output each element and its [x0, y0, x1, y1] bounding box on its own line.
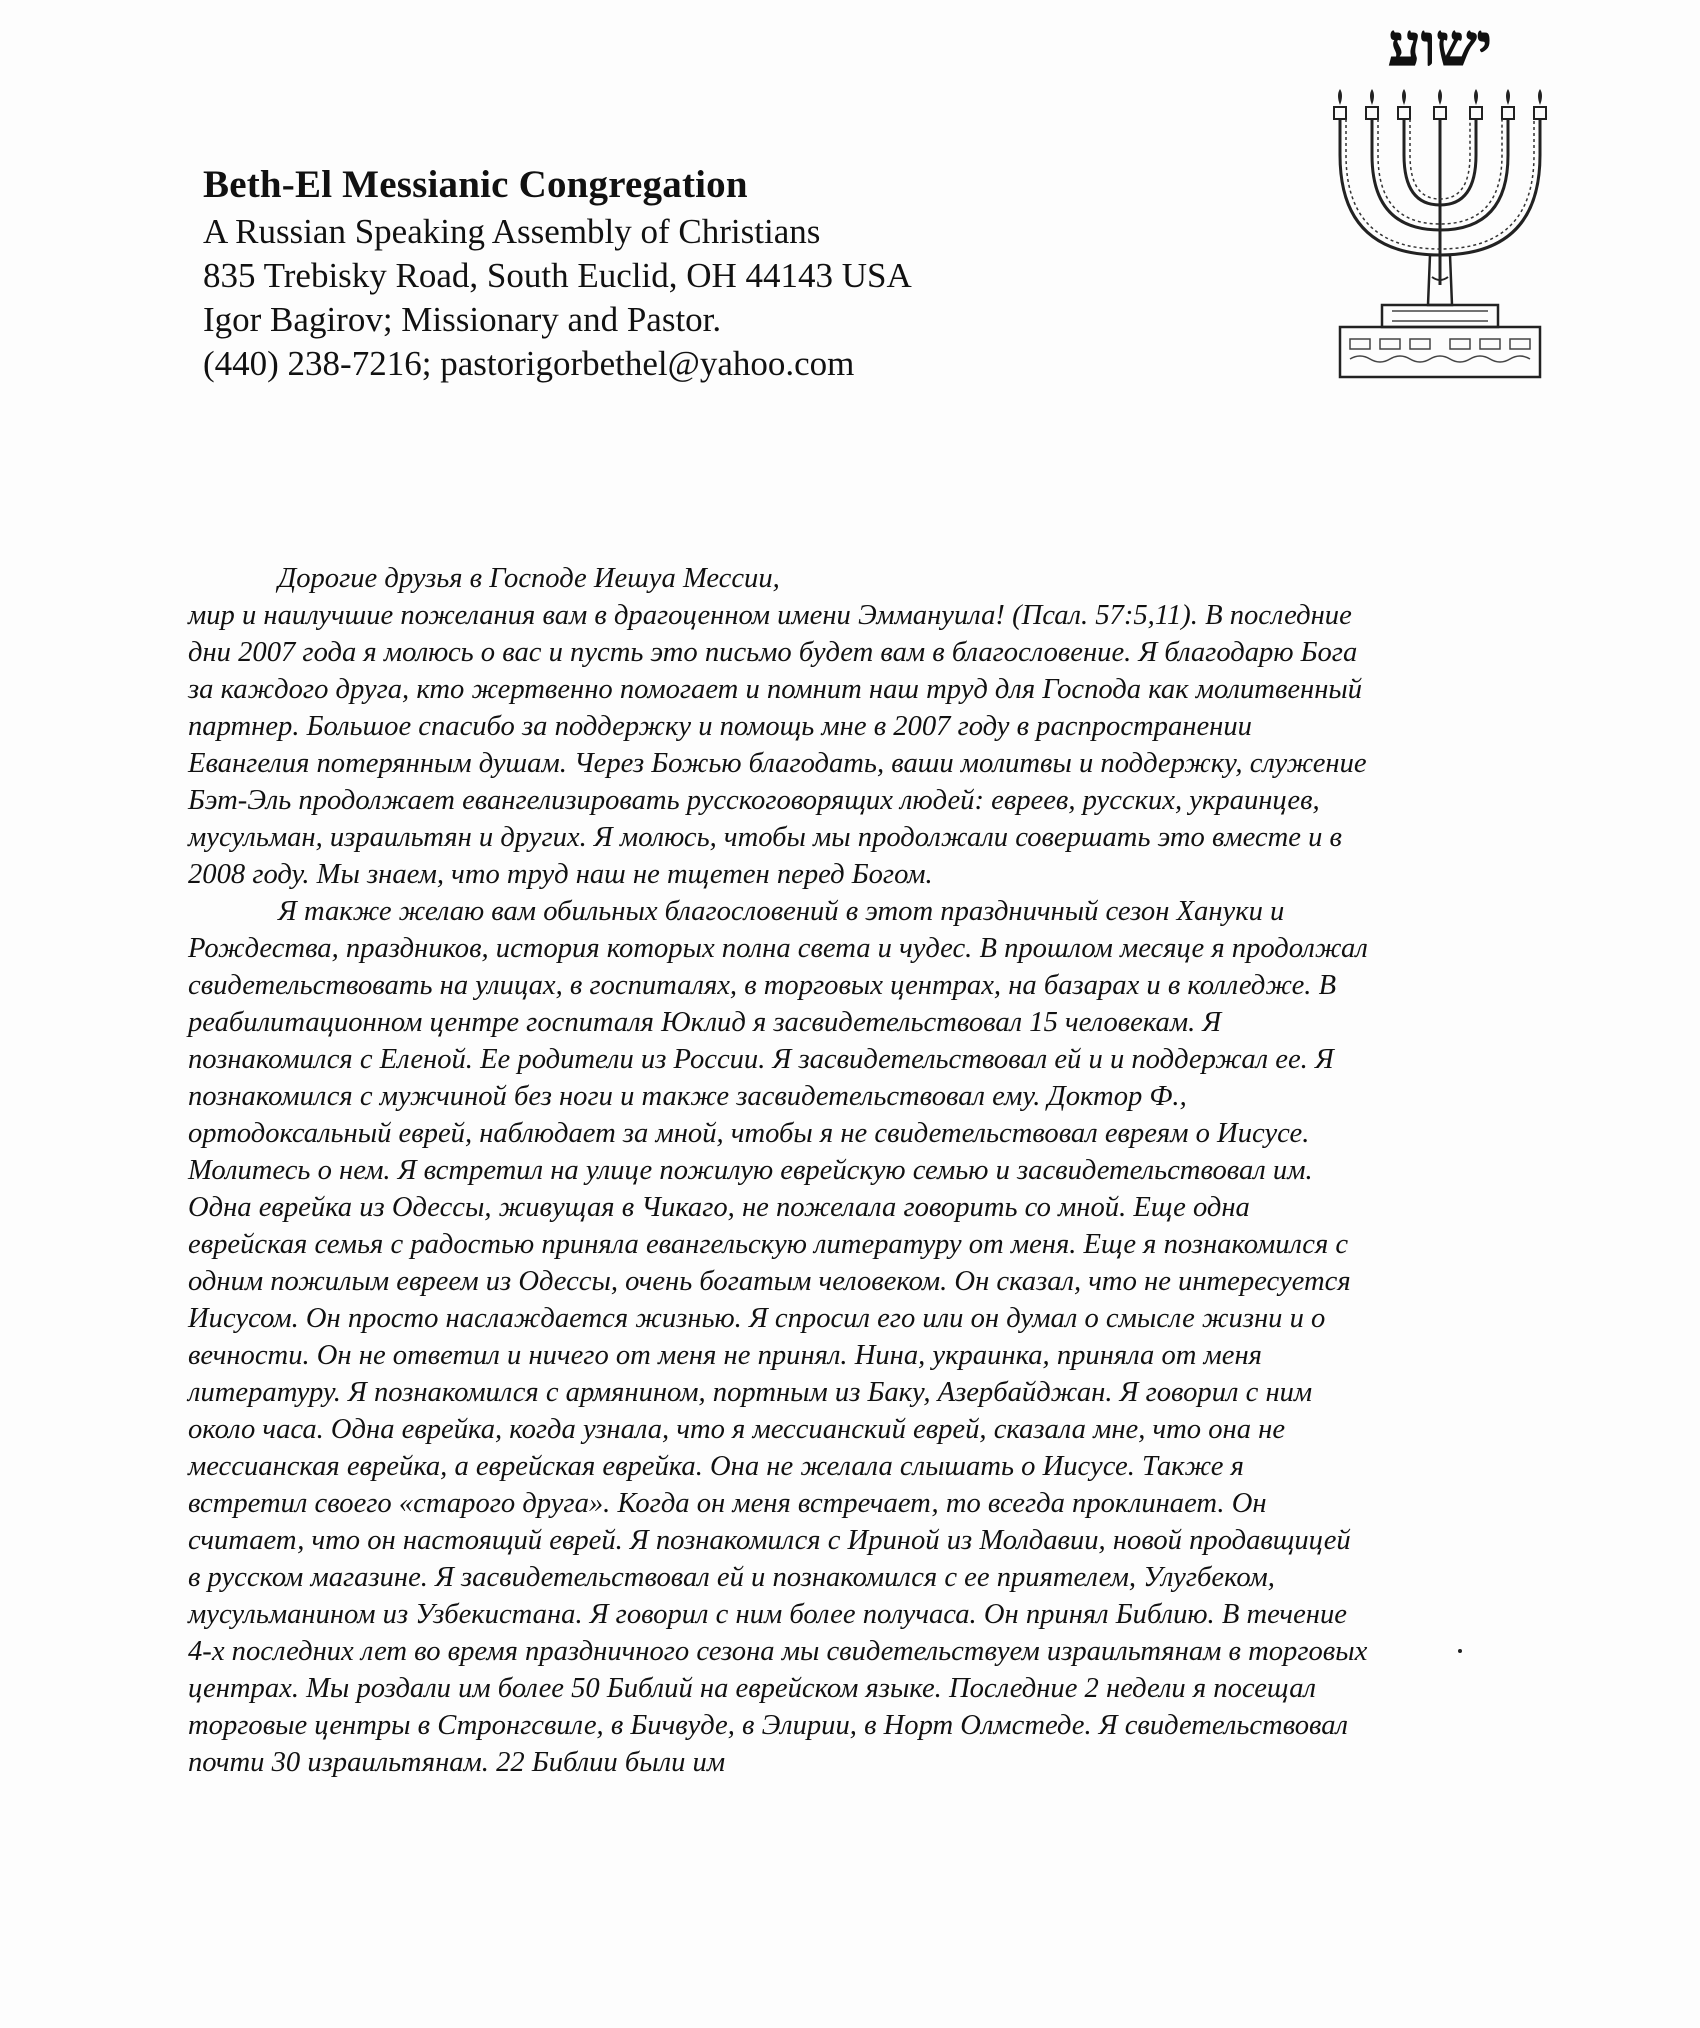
- menorah-icon: [1310, 15, 1570, 385]
- organization-name: Beth-El Messianic Congregation: [203, 163, 748, 206]
- pastor-line: Igor Bagirov; Missionary and Pastor.: [203, 300, 722, 339]
- letter-paragraph-1: мир и наилучшие пожелания вам в драгоценном имени Эммануила! (Псал. 57:5,11). В последние дни 2007 года я молюсь о вас и пусть это письмо будет вам в благословение. Я благодарю Бога за каждого друга, кто жертвенно помогает и помнит наш труд для Господа как молитвенный партнер. Большое спасибо за поддержку и помощь мне в 2007 году в распространении Евангелия потерянным душам. Через Божью благодать, ваши молитвы и поддержку, служение Бэт-Эль продолжает евангелизировать русскоговорящих людей: евреев, русских, украинцев, мусульман, израильтян и других. Я молюсь, чтобы мы продолжали совершать это вместе и в 2008 году. Мы знаем, что труд наш не тщетен перед Богом.: [188, 600, 1367, 890]
- letter-body: [188, 560, 1368, 1781]
- organization-address: 835 Trebisky Road, South Euclid, OH 44143 USA: [203, 256, 912, 295]
- contact-line: (440) 238-7216; pastorigorbethel@yahoo.com: [203, 344, 855, 383]
- organization-subtitle: A Russian Speaking Assembly of Christians: [203, 212, 821, 251]
- letter-greeting: Дорогие друзья в Господе Иешуа Мессии,: [278, 563, 780, 594]
- letter-paragraph-2-text: Я также желаю вам обильных благословений в этот праздничный сезон Хануки и Рождества, праздников, история которых полна света и чудес. В прошлом месяце я продолжал свидетельствовать на улицах, в госпиталях, в торговых центрах, на базарах и в колледже. В реабилитационном центре госпиталя Юклид я засвидетельствовал 15 человекам. Я познакомился с Еленой. Ее родители из России. Я засвидетельствовал ей и и поддержал ее. Я познакомился с мужчиной без ноги и также засвидетельствовал ему. Доктор Ф., ортодоксальный еврей, наблюдает за мной, чтобы я не свидетельствовал евреям о Иисусе. Молитесь о нем. Я встретил на улице пожилую еврейскую семью и засвидетельствовал им. Одна еврейка из Одессы, живущая в Чикаго, не пожелала говорить со мной. Еще одна еврейская семья с радостью приняла евангельскую литературу от меня. Еще я познакомился с одним пожилым евреем из Одессы, очень богатым человеком. Он сказал, что не интересуется Иисусом. Он просто наслаждается жизнью. Я спросил его или он думал о смысле жизни и о вечности. Он не ответил и ничего от меня не принял. Нина, украинка, приняла от меня литературу. Я познакомился с армянином, портным из Баку, Азербайджан. Я говорил с ним около часа. Одна еврейка, когда узнала, что я мессианский еврей, сказала мне, что она не мессианская еврейка, а еврейская еврейка. Она не желала слышать о Иисусе. Также я встретил своего «старого друга». Когда он меня встречает, то всегда проклинает. Он считает, что он настоящий еврей. Я познакомился с Ириной из Молдавии, новой продавщицей в русском магазине. Я засвидетельствовал ей и познакомился с ее приятелем, Улугбеком, мусульманином из Узбекистана. Я говорил с ним более получаса. Он принял Библию. В течение 4-х последних лет во время праздничного сезона мы свидетельствуем израильтянам в торговых центрах. Мы роздали им более 50 Библий на еврейском языке. Последние 2 недели я посещал торговые центры в Стронгсвиле, в Бичвуде, в Элирии, в Норт Олмстеде. Я свидетельствовал почти 30 израильтянам. 22 Библии были им: [188, 896, 1368, 1778]
- svg-text:ישוע: ישוע: [1388, 15, 1492, 79]
- letter-paragraph-2: [188, 893, 1368, 1781]
- scan-speck: [1458, 1649, 1462, 1653]
- letterhead: [203, 160, 1203, 386]
